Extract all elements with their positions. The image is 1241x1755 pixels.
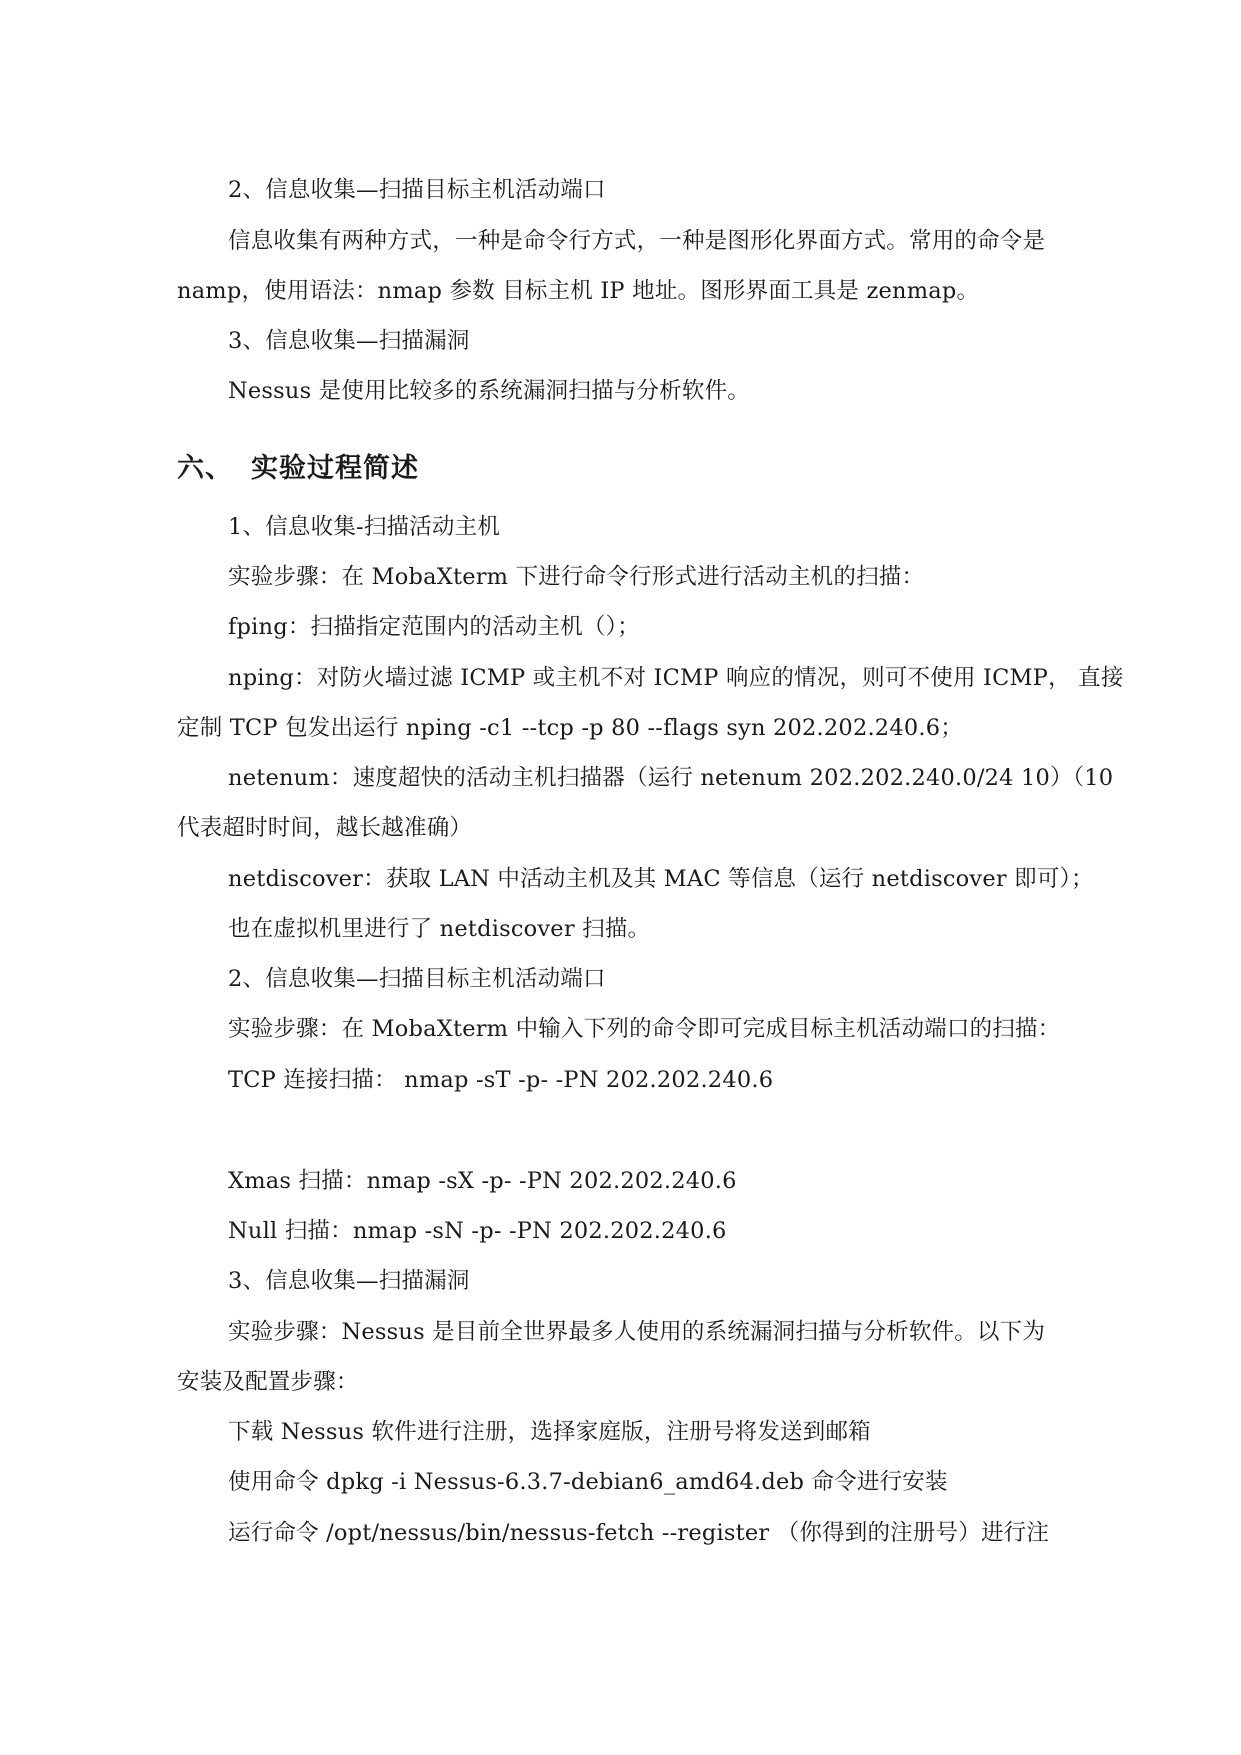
text-line: 也在虚拟机里进行了 netdiscover 扫描。 bbox=[228, 916, 651, 942]
text-line: Nessus 是使用比较多的系统漏洞扫描与分析软件。 bbox=[228, 378, 750, 404]
text-line: 2、信息收集—扫描目标主机活动端口 bbox=[228, 177, 606, 203]
text-line: namp，使用语法：nmap 参数 目标主机 IP 地址。图形界面工具是 zenmap。 bbox=[177, 278, 980, 304]
section-title: 实验过程简述 bbox=[251, 453, 419, 484]
text-line: 2、信息收集—扫描目标主机活动端口 bbox=[228, 966, 606, 992]
text-line: 代表超时时间，越长越准确） bbox=[177, 815, 473, 841]
section-heading bbox=[177, 452, 419, 486]
text-line: fping：扫描指定范围内的活动主机（）； bbox=[228, 614, 640, 640]
text-line: 3、信息收集—扫描漏洞 bbox=[228, 1268, 470, 1294]
text-line: 实验步骤：在 MobaXterm 中输入下列的命令即可完成目标主机活动端口的扫描： bbox=[228, 1016, 1061, 1042]
text-line: netenum：速度超快的活动主机扫描器（运行 netenum 202.202.240.0/24 10）（10 bbox=[228, 765, 1114, 791]
text-line: TCP 连接扫描： nmap -sT -p- -PN 202.202.240.6 bbox=[228, 1067, 774, 1093]
text-line: 使用命令 dpkg -i Nessus-6.3.7-debian6_amd64.deb 命令进行安装 bbox=[228, 1469, 948, 1495]
text-line: netdiscover：获取 LAN 中活动主机及其 MAC 等信息（运行 netdiscover 即可）； bbox=[228, 866, 1094, 892]
text-line: Null 扫描：nmap -sN -p- -PN 202.202.240.6 bbox=[228, 1218, 727, 1244]
text-line: 定制 TCP 包发出运行 nping -c1 --tcp -p 80 --flags syn 202.202.240.6； bbox=[177, 715, 963, 741]
text-line: 信息收集有两种方式，一种是命令行方式，一种是图形化界面方式。常用的命令是 bbox=[228, 228, 1046, 254]
text-line: Xmas 扫描：nmap -sX -p- -PN 202.202.240.6 bbox=[228, 1168, 737, 1194]
text-line: 实验步骤：在 MobaXterm 下进行命令行形式进行活动主机的扫描： bbox=[228, 564, 925, 590]
section-number: 六、 bbox=[177, 453, 233, 484]
text-line: 下载 Nessus 软件进行注册，选择家庭版，注册号将发送到邮箱 bbox=[228, 1419, 871, 1445]
text-line: 运行命令 /opt/nessus/bin/nessus-fetch --register （你得到的注册号）进行注 bbox=[228, 1520, 1050, 1546]
text-line: nping：对防火墙过滤 ICMP 或主机不对 ICMP 响应的情况，则可不使用 ICMP， 直接 bbox=[228, 665, 1124, 691]
text-line: 安装及配置步骤： bbox=[177, 1369, 359, 1395]
text-line: 3、信息收集—扫描漏洞 bbox=[228, 328, 470, 354]
text-line: 1、信息收集-扫描活动主机 bbox=[228, 514, 501, 540]
text-line: 实验步骤：Nessus 是目前全世界最多人使用的系统漏洞扫描与分析软件。以下为 bbox=[228, 1319, 1046, 1345]
